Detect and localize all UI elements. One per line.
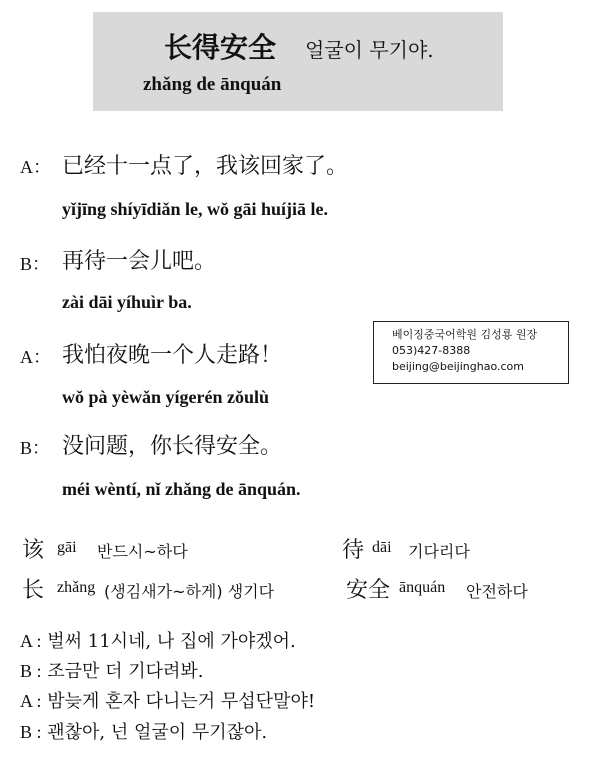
translation-text: 조금만 더 기다려봐. xyxy=(47,661,204,682)
contact-name: 베이징중국어학원 김성룡 원장 xyxy=(392,328,538,341)
translation-speaker: A : xyxy=(20,691,42,711)
vocab-meaning: 기다리다 xyxy=(408,542,470,561)
dialogue-speaker: B： xyxy=(20,438,51,458)
translation-line xyxy=(20,627,296,653)
vocab-pinyin: zhǎng xyxy=(57,579,96,596)
vocab-pinyin: gāi xyxy=(57,539,77,556)
vocab-word: 安全 xyxy=(346,578,391,603)
contact-box xyxy=(373,321,569,384)
translation-line xyxy=(20,657,204,683)
contact-phone: 053)427-8388 xyxy=(392,344,471,357)
vocab-meaning: 반드시~하다 xyxy=(97,542,188,561)
vocab-pinyin: dāi xyxy=(372,539,392,556)
title-korean: 얼굴이 무기야. xyxy=(305,38,434,62)
vocab-word: 长 xyxy=(22,578,45,603)
contact-email: beijing@beijinghao.com xyxy=(392,360,524,373)
translation-text: 괜찮아, 넌 얼굴이 무기잖아. xyxy=(47,722,268,743)
dialogue-chinese: 没问题，你长得安全。 xyxy=(62,434,283,459)
vocab-pinyin: ānquán xyxy=(399,579,446,596)
vocab-word: 待 xyxy=(342,538,365,563)
dialogue-chinese: 已经十一点了，我该回家了。 xyxy=(62,154,349,179)
translation-text: 밤늦게 혼자 다니는거 무섭단말야! xyxy=(47,691,316,712)
title-chinese: 长得安全 xyxy=(164,31,277,64)
translation-line xyxy=(20,718,267,744)
translation-speaker: B : xyxy=(20,722,42,742)
dialogue-pinyin: méi wèntí, nǐ zhǎng de ānquán. xyxy=(62,479,301,499)
dialogue-speaker: A： xyxy=(20,157,51,177)
title-pinyin: zhǎng de ānquán xyxy=(143,74,282,95)
dialogue-pinyin: wǒ pà yèwǎn yígerén zǒulù xyxy=(62,387,269,407)
dialogue-pinyin: zài dāi yíhuìr ba. xyxy=(62,292,192,312)
dialogue-chinese: 再待一会儿吧。 xyxy=(62,249,217,274)
translation-speaker: A : xyxy=(20,631,42,651)
translation-speaker: B : xyxy=(20,661,42,681)
vocab-word: 该 xyxy=(22,538,45,563)
dialogue-speaker: B： xyxy=(20,254,51,274)
vocab-meaning: 안전하다 xyxy=(466,582,528,601)
dialogue-chinese: 我怕夜晚一个人走路！ xyxy=(62,343,283,368)
translation-line xyxy=(20,687,315,713)
title-box xyxy=(93,12,503,111)
translation-text: 벌써 11시네, 나 집에 가야겠어. xyxy=(47,631,296,652)
dialogue-speaker: A： xyxy=(20,347,51,367)
vocab-meaning: (생김새가~하게) 생기다 xyxy=(104,582,275,601)
dialogue-pinyin: yǐjīng shíyīdiǎn le, wǒ gāi huíjiā le. xyxy=(62,199,329,219)
